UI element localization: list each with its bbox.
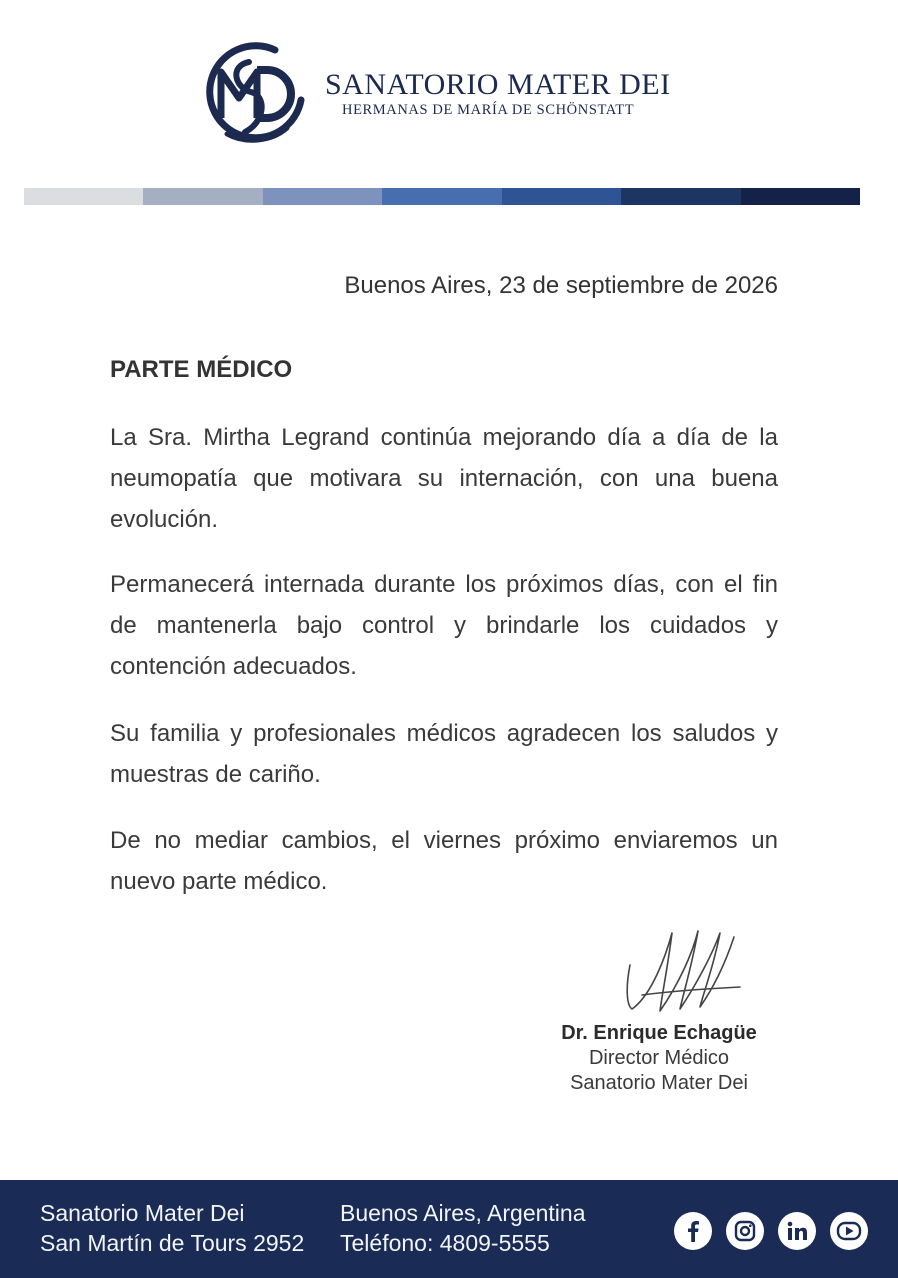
footer-street: San Martín de Tours 2952 [40,1230,305,1256]
signature-block [544,1020,774,1096]
paragraph-3: Su familia y profesionales médicos agradecen los saludos y muestras de cariño. [110,720,778,788]
stripe-segment [621,188,740,205]
letter-date: Buenos Aires, 23 de septiembre de 2026 [344,272,778,299]
stripe-segment [741,188,860,205]
footer-org-name: Sanatorio Mater Dei [40,1200,245,1226]
footer-address [40,1198,304,1258]
linkedin-icon[interactable] [778,1212,816,1250]
color-stripe [24,188,860,205]
header-logo [205,42,685,146]
paragraph-1: La Sra. Mirtha Legrand continúa mejorando día a día de la neumopatía que motivara su internación, con una buena evolución. [110,424,778,533]
letter-heading: PARTE MÉDICO [110,356,293,383]
signer-name: Dr. Enrique Echagüe [561,1022,757,1044]
footer-contact [340,1198,586,1258]
handwritten-signature [622,925,752,1020]
social-links [674,1212,868,1250]
stripe-segment [263,188,382,205]
facebook-icon[interactable] [674,1212,712,1250]
stripe-segment [24,188,143,205]
footer-phone: Teléfono: 4809-5555 [340,1230,550,1256]
signer-title: Director Médico [588,1047,730,1069]
youtube-icon[interactable] [830,1212,868,1250]
footer-city: Buenos Aires, Argentina [340,1200,586,1226]
paragraph-4: De no mediar cambios, el viernes próximo enviaremos un nuevo parte médico. [110,827,778,895]
stripe-segment [502,188,621,205]
paragraph-2: Permanecerá internada durante los próximos días, con el fin de mantenerla bajo control y brindarle los cuidados y contención adecuados. [110,571,778,680]
brand-subtitle: HERMANAS DE MARÍA DE SCHÖNSTATT [342,102,635,118]
stripe-segment [143,188,262,205]
signer-organization: Sanatorio Mater Dei [570,1072,748,1094]
stripe-segment [382,188,501,205]
msd-logo-icon [205,42,309,146]
brand-name: SANATORIO MATER DEI [325,68,671,101]
footer [0,1180,898,1278]
instagram-icon[interactable] [726,1212,764,1250]
